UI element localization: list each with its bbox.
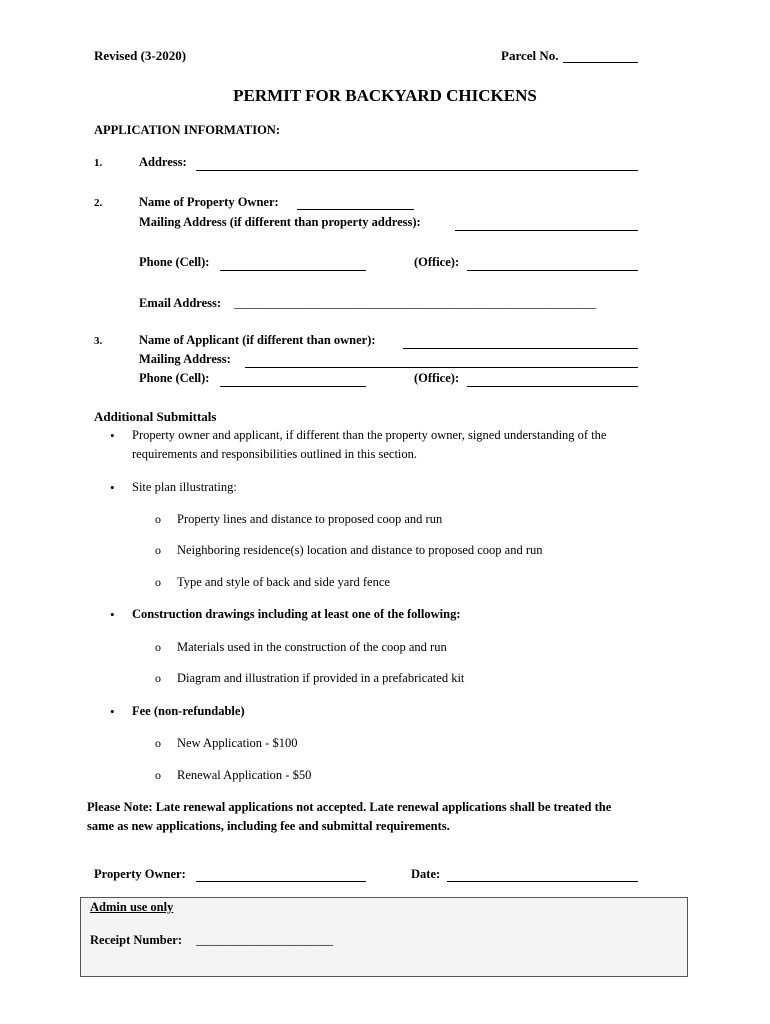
circle-bullet-icon: o bbox=[155, 768, 161, 782]
bullet-icon: • bbox=[110, 480, 115, 495]
circle-bullet-icon: o bbox=[155, 543, 161, 557]
owner-mailing-field[interactable] bbox=[455, 216, 638, 231]
page-title: PERMIT FOR BACKYARD CHICKENS bbox=[233, 86, 537, 105]
owner-phone-cell-label: Phone (Cell): bbox=[139, 255, 210, 269]
applicant-mailing-label: Mailing Address: bbox=[139, 352, 231, 366]
circle-bullet-icon: o bbox=[155, 736, 161, 750]
address-field[interactable] bbox=[196, 156, 638, 171]
revision-date: Revised (3-2020) bbox=[94, 48, 187, 63]
admin-heading: Admin use only bbox=[90, 900, 174, 914]
fee-item: New Application - $100 bbox=[177, 736, 298, 750]
property-owner-signature-field[interactable] bbox=[196, 867, 366, 882]
note-line2: same as new applications, including fee and submittal requirements. bbox=[87, 819, 450, 833]
applicant-phone-cell-field[interactable] bbox=[220, 372, 366, 387]
receipt-number-field[interactable]: _________________________ bbox=[196, 933, 333, 947]
email-label: Email Address: bbox=[139, 296, 222, 310]
date-field[interactable] bbox=[447, 867, 638, 882]
bullet-icon: • bbox=[110, 704, 115, 719]
owner-name-label: Name of Property Owner: bbox=[139, 195, 279, 209]
applicant-phone-office-label: (Office): bbox=[414, 371, 460, 385]
email-field[interactable]: ________________________________________________________________ bbox=[234, 296, 596, 310]
construction-item: Materials used in the construction of the coop and run bbox=[177, 640, 447, 654]
submittals-heading: Additional Submittals bbox=[94, 409, 217, 424]
parcel-number-label: Parcel No. bbox=[501, 48, 559, 63]
note-line1: Please Note: Late renewal applications not accepted. Late renewal applications shall be treated the bbox=[87, 800, 612, 814]
receipt-number-label: Receipt Number: bbox=[90, 933, 182, 947]
section-heading: APPLICATION INFORMATION: bbox=[94, 123, 280, 137]
address-label: Address: bbox=[139, 155, 187, 169]
construction-item: Diagram and illustration if provided in a prefabricated kit bbox=[177, 671, 465, 685]
site-plan-item: Neighboring residence(s) location and distance to proposed coop and run bbox=[177, 543, 543, 557]
bullet-icon: • bbox=[110, 607, 115, 622]
item-number-2: 2. bbox=[94, 197, 103, 209]
applicant-name-field[interactable] bbox=[403, 334, 638, 349]
bullet-construction-drawings: Construction drawings including at least one of the following: bbox=[132, 607, 461, 621]
site-plan-item: Type and style of back and side yard fence bbox=[177, 575, 390, 589]
owner-mailing-label: Mailing Address (if different than property address): bbox=[139, 215, 421, 229]
date-label: Date: bbox=[411, 867, 441, 881]
site-plan-item: Property lines and distance to proposed coop and run bbox=[177, 512, 443, 526]
bullet-fee: Fee (non-refundable) bbox=[132, 704, 245, 718]
parcel-number-field[interactable] bbox=[563, 48, 638, 63]
circle-bullet-icon: o bbox=[155, 575, 161, 589]
item-number-1: 1. bbox=[94, 157, 103, 169]
circle-bullet-icon: o bbox=[155, 512, 161, 526]
owner-name-field[interactable] bbox=[297, 195, 414, 210]
applicant-phone-cell-label: Phone (Cell): bbox=[139, 371, 210, 385]
circle-bullet-icon: o bbox=[155, 640, 161, 654]
applicant-mailing-field[interactable] bbox=[245, 353, 638, 368]
applicant-phone-office-field[interactable] bbox=[467, 372, 638, 387]
applicant-name-label: Name of Applicant (if different than owner): bbox=[139, 333, 376, 347]
bullet-owner-understanding-line2: requirements and responsibilities outlined in this section. bbox=[132, 447, 418, 461]
circle-bullet-icon: o bbox=[155, 671, 161, 685]
owner-phone-office-label: (Office): bbox=[414, 255, 460, 269]
bullet-owner-understanding-line1: Property owner and applicant, if different than the property owner, signed understanding of the bbox=[132, 428, 607, 442]
property-owner-signature-label: Property Owner: bbox=[94, 867, 186, 881]
owner-phone-cell-field[interactable] bbox=[220, 256, 366, 271]
item-number-3: 3. bbox=[94, 335, 103, 347]
bullet-site-plan: Site plan illustrating: bbox=[132, 480, 237, 494]
bullet-icon: • bbox=[110, 428, 115, 443]
owner-phone-office-field[interactable] bbox=[467, 256, 638, 271]
fee-item: Renewal Application - $50 bbox=[177, 768, 312, 782]
